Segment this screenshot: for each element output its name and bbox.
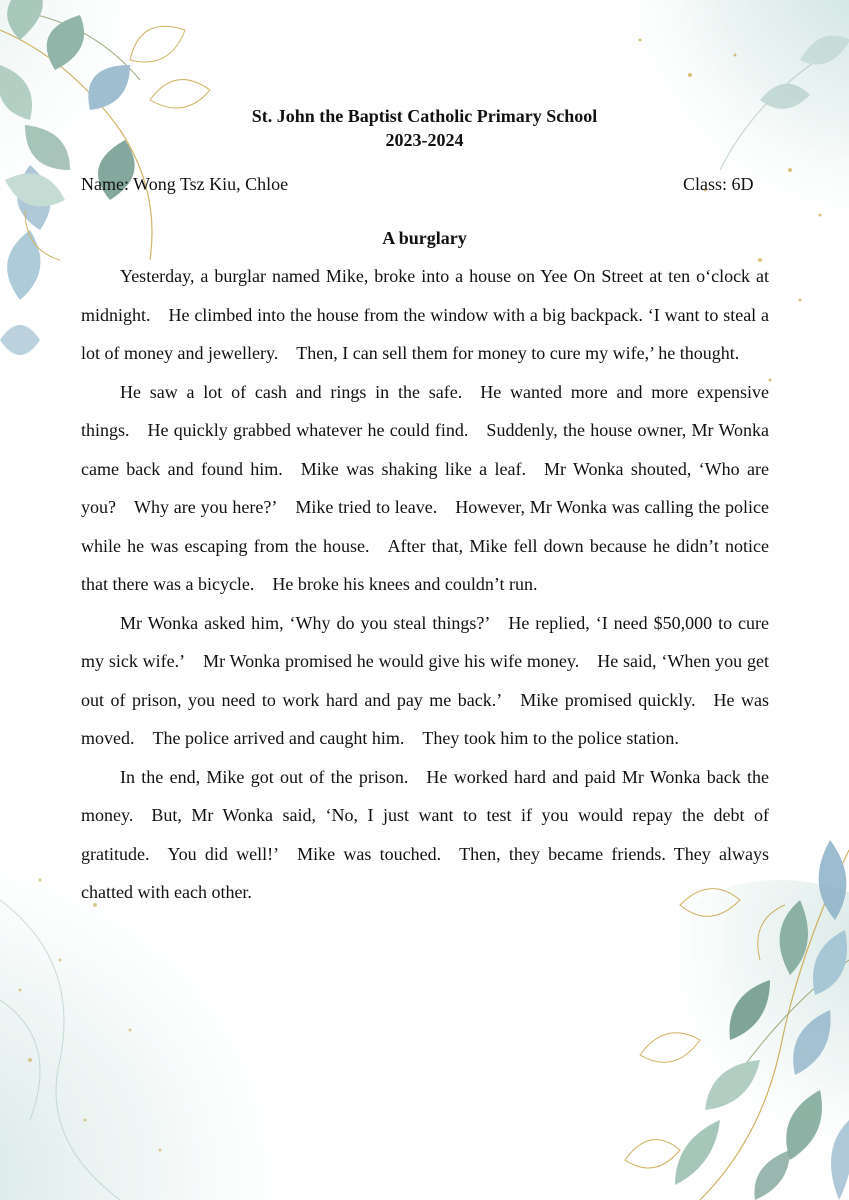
story-title: A burglary xyxy=(382,228,467,248)
student-name: Name: Wong Tsz Kiu, Chloe xyxy=(81,174,289,194)
school-name-heading: St. John the Baptist Catholic Primary School xyxy=(251,106,598,126)
story-paragraph-4: In the end, Mike got out of the prison. He worked hard and paid Mr Wonka back the money. But, Mr Wonka said, ‘No, I just want to test if you would repay the debt of gratitude. You did well!’ Mike was touched. Then, they became friends. They always chatted with each other. xyxy=(81,766,769,902)
story-paragraph-1: Yesterday, a burglar named Mike, broke into a house on Yee On Street at ten o‘clock at midnight. He climbed into the house from the window with a big backpack. ‘I want to steal a lot of money and jewellery. Then, I can sell them for money to cure my wife,’ he thought. xyxy=(81,266,769,363)
student-class: Class: 6D xyxy=(683,174,754,194)
school-year-heading: 2023-2024 xyxy=(385,130,464,150)
story-body xyxy=(81,257,769,912)
story-paragraph-2: He saw a lot of cash and rings in the safe. He wanted more and more expensive things. He quickly grabbed whatever he could find. Suddenly, the house owner, Mr Wonka came back and found him. Mike was shaking like a leaf. Mr Wonka shouted, ‘Who are you? Why are you here?’ Mike tried to leave. However, Mr Wonka was calling the police while he was escaping from the house. After that, Mike fell down because he didn’t notice that there was a bicycle. He broke his knees and couldn’t run. xyxy=(81,381,769,594)
story-paragraph-3: Mr Wonka asked him, ‘Why do you steal things?’ He replied, ‘I need $50,000 to cure my sick wife.’ Mr Wonka promised he would give his wife money. He said, ‘When you get out of prison, you need to work hard and pay me back.’ Mike promised quickly. He was moved. The police arrived and caught him. They took him to the police station. xyxy=(81,612,769,748)
